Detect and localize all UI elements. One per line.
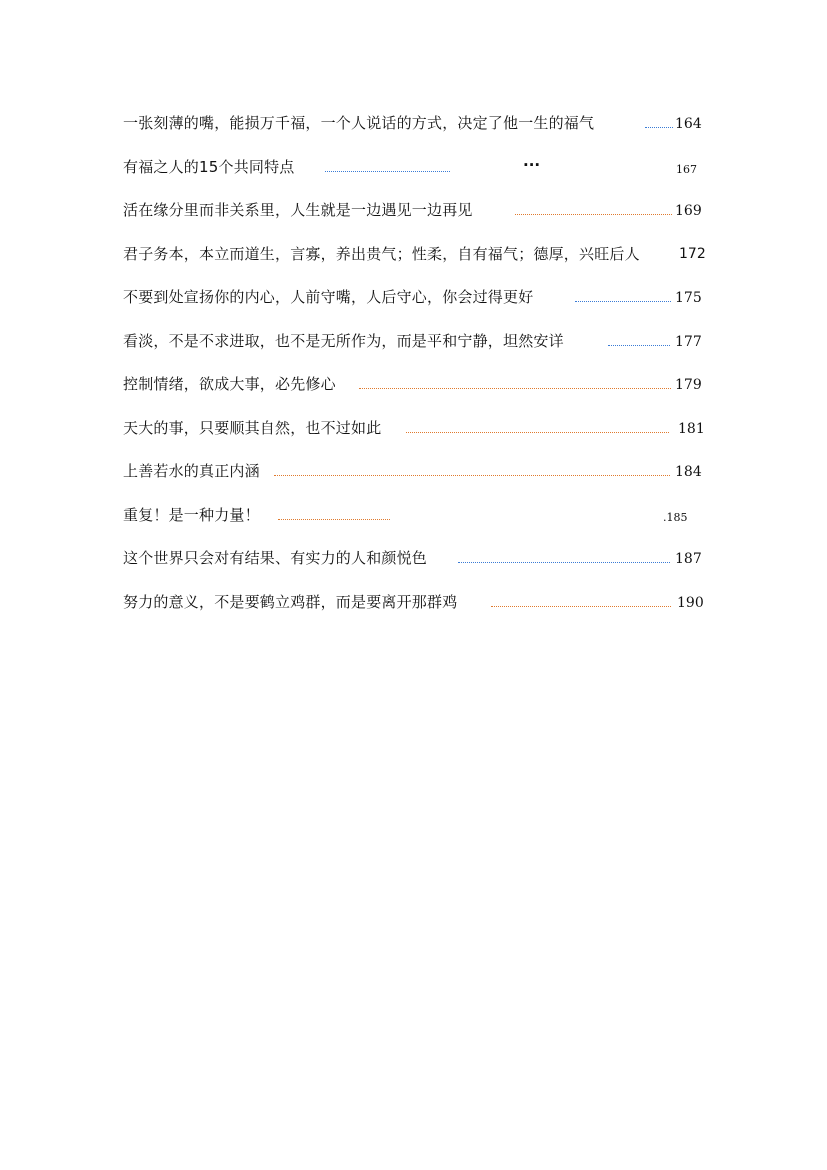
toc-entry-page: 181 xyxy=(678,420,705,437)
toc-entry-title: 控制情绪，欲成大事，必先修心 xyxy=(123,375,336,393)
toc-entry[interactable] xyxy=(123,460,723,504)
toc-entry-title: 不要到处宣扬你的内心，人前守嘴，人后守心，你会过得更好 xyxy=(123,288,534,306)
toc-entry-title: 上善若水的真正内涵 xyxy=(123,462,260,480)
toc-entry-page: 164 xyxy=(675,116,702,132)
toc-entry-title: 君子务本，本立而道生，言寡，养出贵气；性柔，自有福气；德厚，兴旺后人 xyxy=(123,244,640,263)
toc-entry[interactable] xyxy=(123,112,723,156)
toc-leader-dots xyxy=(274,475,670,476)
toc-entry-page: 179 xyxy=(675,377,702,393)
toc-leader-dots xyxy=(575,301,671,302)
toc-entry[interactable] xyxy=(123,330,723,374)
toc-entry[interactable] xyxy=(123,547,723,591)
toc-entry-title: 活在缘分里而非关系里，人生就是一边遇见一边再见 xyxy=(123,201,473,219)
toc-entry-page: 172 xyxy=(679,245,706,262)
toc-entry-page: 169 xyxy=(675,203,702,219)
toc-entry-mark: ··· xyxy=(523,155,541,174)
toc-leader-dots xyxy=(645,127,673,128)
toc-entry-title: 看淡，不是不求进取，也不是无所作为，而是平和宁静，坦然安详 xyxy=(123,331,564,350)
toc-entry[interactable] xyxy=(123,417,723,461)
toc-leader-dots xyxy=(458,562,670,563)
toc-leader-dots xyxy=(406,432,669,433)
toc-leader-dots xyxy=(608,345,670,346)
toc-leader-dots xyxy=(359,388,671,389)
toc-entry[interactable] xyxy=(123,373,723,417)
toc-leader-dots xyxy=(325,171,450,172)
toc-entry-title: 重复！是一种力量！ xyxy=(123,505,260,524)
toc-entry-title: 一张刻薄的嘴，能损万千福，一个人说话的方式，决定了他一生的福气 xyxy=(123,114,595,132)
toc-leader-dots xyxy=(278,519,390,520)
toc-entry[interactable] xyxy=(123,286,723,330)
toc-entry-page: .185 xyxy=(663,510,688,524)
toc-entry-page: 190 xyxy=(677,594,704,611)
toc-entry-title: 有福之人的15个共同特点 xyxy=(123,157,295,176)
toc-entry[interactable] xyxy=(123,591,723,635)
toc-entry[interactable] xyxy=(123,199,723,243)
toc-entry-page: 177 xyxy=(675,333,702,350)
toc-leader-dots xyxy=(515,214,672,215)
toc-entry-title: 努力的意义，不是要鹤立鸡群，而是要离开那群鸡 xyxy=(123,592,458,611)
toc-entry-title: 天大的事，只要顺其自然，也不过如此 xyxy=(123,418,382,437)
toc-entry-title: 这个世界只会对有结果、有实力的人和颜悦色 xyxy=(123,549,428,567)
table-of-contents xyxy=(123,112,723,634)
toc-entry-page: 187 xyxy=(675,551,702,567)
toc-leader-dots xyxy=(491,606,671,607)
toc-entry[interactable] xyxy=(123,504,723,548)
toc-entry-page: 175 xyxy=(675,290,702,306)
toc-entry-page: 184 xyxy=(675,464,702,480)
toc-entry[interactable] xyxy=(123,243,723,287)
toc-entry[interactable] xyxy=(123,156,723,200)
toc-entry-page: 167 xyxy=(676,162,697,176)
